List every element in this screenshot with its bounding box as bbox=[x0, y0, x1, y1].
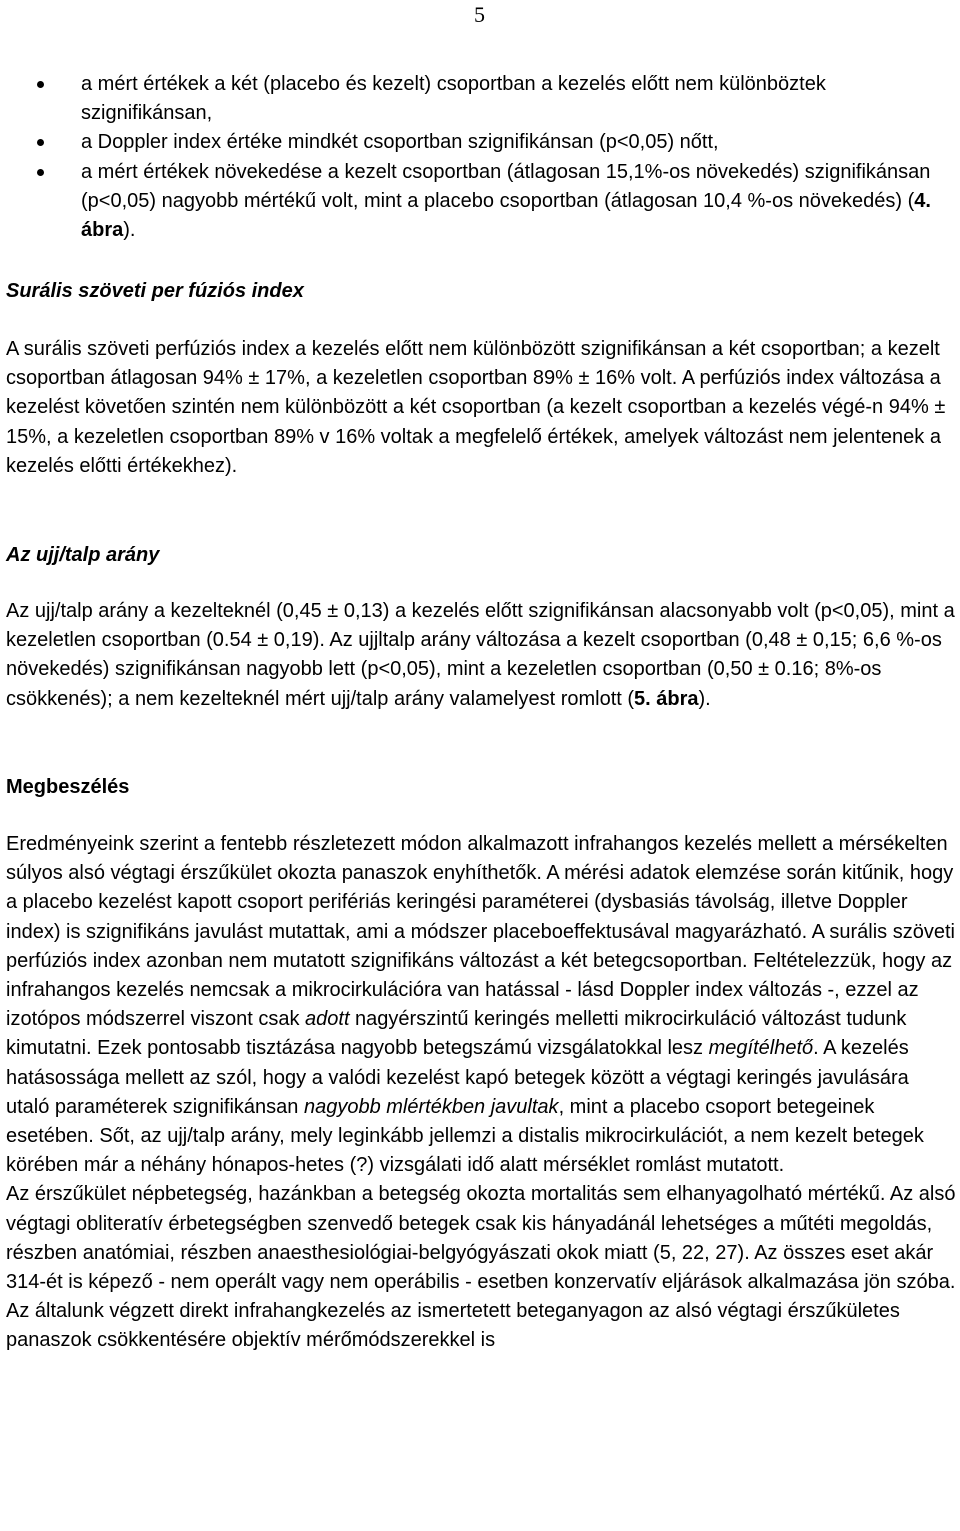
bullet-item bbox=[0, 158, 960, 246]
figure-reference: 4. ábra bbox=[81, 189, 931, 242]
section-heading-ujj: Az ujj/talp arány bbox=[6, 544, 160, 566]
bullet-dot-icon bbox=[37, 139, 44, 146]
page-number: 5 bbox=[474, 2, 485, 27]
section-suralis bbox=[6, 278, 956, 304]
bullet-item bbox=[0, 128, 960, 157]
text-run: . A kezelés hatásossága mellett az szól, hogy a valódi kezelést kapó betegek között a végtagi keringés javulására utaló paraméterek szignifikánsan bbox=[6, 1037, 909, 1118]
italic-run: megítélhető bbox=[708, 1037, 814, 1060]
paragraph-discussion-1 bbox=[6, 830, 956, 1180]
bullet-text-post: ). bbox=[123, 219, 136, 242]
bullet-item bbox=[0, 70, 960, 128]
section-heading-suralis: Surális szöveti per fúziós index bbox=[6, 280, 304, 302]
italic-run: nagyobb mlértékben javultak bbox=[303, 1095, 559, 1118]
bullet-dot-icon bbox=[37, 81, 44, 88]
section-ujj bbox=[6, 542, 956, 568]
paragraph-ujj-post: ). bbox=[698, 687, 711, 710]
bullet-text: a Doppler index értéke mindkét csoportban szignifikánsan (p<0,05) nőtt, bbox=[81, 131, 719, 154]
paragraph-discussion-2: Az érszűkület népbetegség, hazánkban a betegség okozta mortalitás sem elhanyagolható mértékű. Az alsó végtagi obliteratív érbetegségben szenvedő betegek csak kis hányadánál lehetséges a műtéti megoldás, részben anatómiai, részben anaesthesiológiai-belgyógyászati okok miatt (5, 22, 27). Az összes eset akár 314-ét is képező - nem operált vagy nem operábilis - esetben konzervatív eljárások alkalmazása jön szóba. bbox=[6, 1183, 956, 1294]
bullet-dot-icon bbox=[37, 169, 44, 176]
bullet-text-pre: a mért értékek növekedése a kezelt csoportban (átlagosan 15,1%-os növekedés) szignifikánsan (p<0,05) nagyobb mértékű volt, mint a placebo csoportban (átlagosan 10,4 %-os növekedés) ( bbox=[81, 160, 931, 212]
text-run: nagyérszintű keringés melletti mikrocirkuláció változást tudunk kimutatni. Ezek pontosabb tisztázása nagyobb betegszámú vizsgálatokkal lesz bbox=[6, 1008, 907, 1060]
bullet-text: a mért értékek a két (placebo és kezelt) csoportban a kezelés előtt nem különböztek szignifikánsan, bbox=[81, 73, 826, 125]
section-heading-megbeszeles: Megbeszélés bbox=[6, 776, 130, 798]
results-bullet-list bbox=[0, 70, 960, 245]
italic-run: adott bbox=[305, 1008, 350, 1031]
paragraph-ujj bbox=[6, 597, 956, 714]
section-megbeszeles-body bbox=[6, 830, 956, 1356]
text-run: , mint a placebo csoport betegeinek esetében. Sőt, az ujj/talp arány, mely leginkább jellemzi a distalis mikrocirkulációt, a nem kezelt betegek körében már a néhány hónapos-hetes (?) vizsgálati idő alatt mérséklet romlást mutatott. bbox=[6, 1095, 924, 1177]
paragraph-suralis: A surális szöveti perfúziós index a kezelés előtt nem különbözött szignifikánsan a két csoportban; a kezelt csoportban átlagosan 94% ± 17%, a kezeletlen csoportban 89% ± 16% volt. A perfúziós index változása a kezelést követően szintén nem különbözött a két csoportban (a kezelt csoportban a kezelés végé-n 94% ± 15%, a kezeletlen csoportban 89% v 16% voltak a megfelelő értékek, amelyek változást nem jelentenek a kezelés előtti értékekhez). bbox=[6, 338, 946, 477]
text-run: Eredményeink szerint a fentebb részletezett módon alkalmazott infrahangos kezelés mellett a mérsékelten súlyos alsó végtagi érszűkület okozta panaszok enyhíthetők. A mérési adatok elemzése során kitűnik, hogy a placebo kezelést kapott csoport perifériás keringési paraméterei (dysbasiás távolság, illetve Doppler index) is szignifikáns javulást mutattak, ami a módszer placeboeffektusával magyarázható. A surális szöveti perfúziós index azonban nem mutatott szignifikáns változást a két betegcsoportban. Feltételezzük, hogy az infrahangos kezelés nemcsak a mikrocirkulációra van hatással - lásd Doppler index változás -, ezzel az izotópos módszerrel viszont csak bbox=[6, 833, 955, 1031]
paragraph-discussion-3: Az általunk végzett direkt infrahangkezelés az ismertetett beteganyagon az alsó végtagi érszűkületes panaszok csökkentésére objektív mérőmódszerekkel is bbox=[6, 1300, 900, 1352]
section-ujj-body bbox=[6, 597, 956, 714]
section-suralis-body bbox=[6, 335, 956, 481]
paragraph-ujj-pre: Az ujj/talp arány a kezelteknél (0,45 ± 0,13) a kezelés előtt szignifikánsan alacsonyabb volt (p<0,05), mint a kezeletlen csoportban (0.54 ± 0,19). Az ujjltalp arány változása a kezelt csoportban (0,48 ± 0,15; 6,6 %-os növekedés) szignifikánsan nagyobb lett (p<0,05), mint a kezeletlen csoportban (0,50 ± 0.16; 8%-os csökkenés); a nem kezelteknél mért ujj/talp arány valamelyest romlott ( bbox=[6, 600, 955, 710]
figure-reference: 5. ábra bbox=[634, 687, 699, 710]
section-megbeszeles bbox=[6, 774, 956, 800]
